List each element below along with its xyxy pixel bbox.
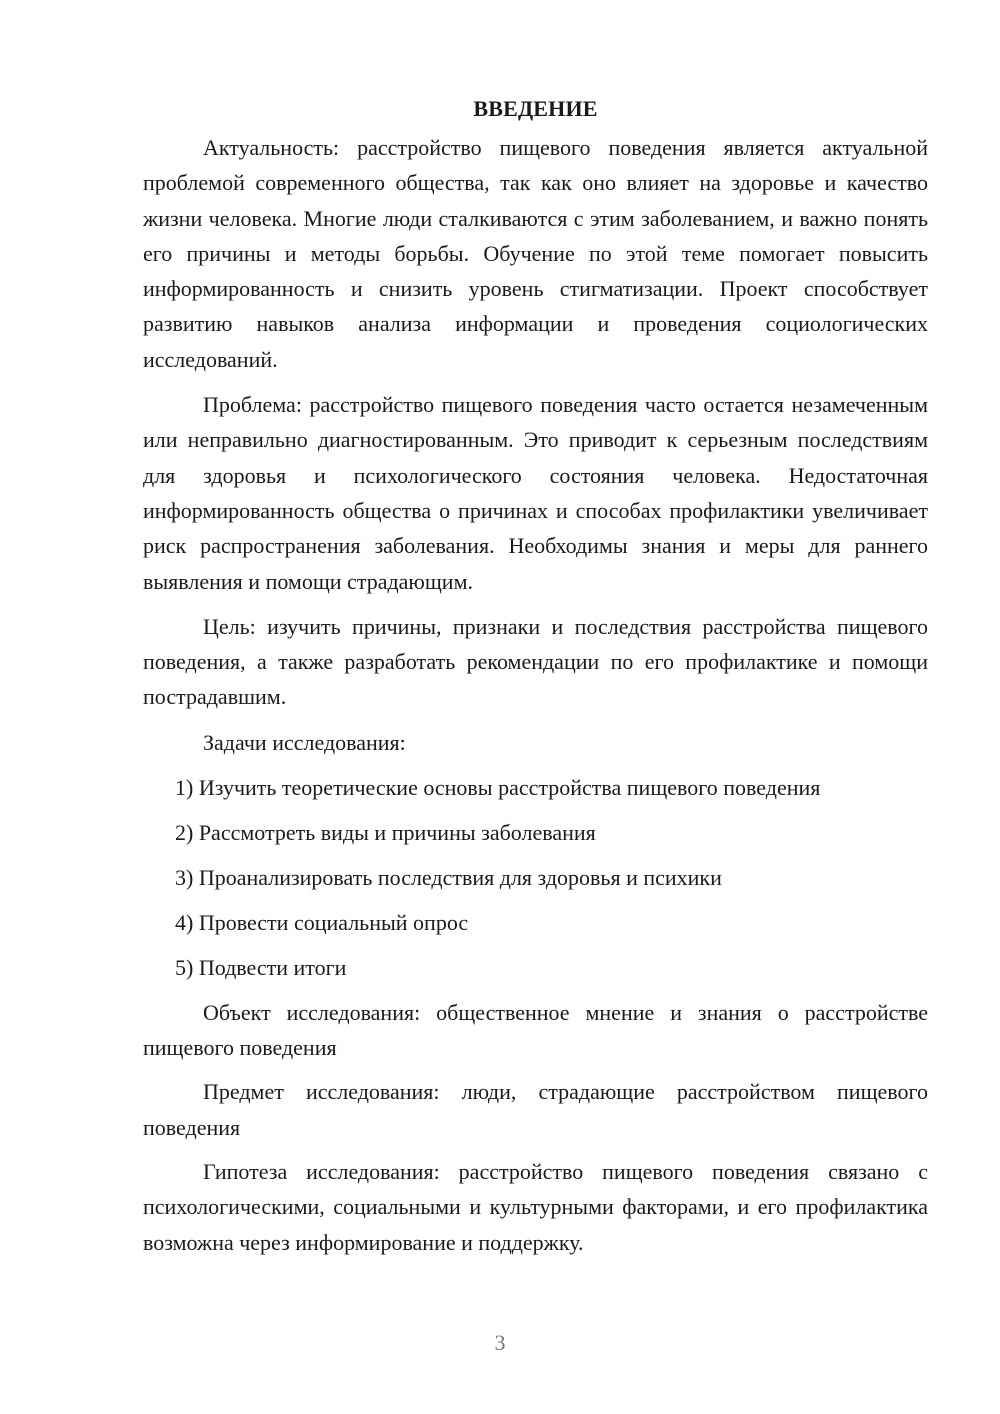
tasks-heading: Задачи исследования: [203, 729, 406, 755]
paragraph-subject: Предмет исследования: люди, страдающие расстройством пищевого поведения [143, 1079, 928, 1140]
page-title: ВВЕДЕНИЕ [473, 96, 598, 121]
paragraph-relevance: Актуальность: расстройство пищевого поведения является актуальной проблемой современного общества, так как оно влияет на здоровье и качество жизни человека. Многие люди сталкиваются с этим заболеванием, и важно понять его причины и методы борьбы. Обучение по этой теме помогает повысить информированность и снизить уровень стигматизации. Проект способствует развитию навыков анализа информации и проведения социологических исследований. [143, 135, 928, 372]
task-list [143, 770, 928, 985]
document-page [143, 90, 928, 1270]
paragraph-goal: Цель: изучить причины, признаки и последствия расстройства пищевого поведения, а также разработать рекомендации по его профилактике и помощи пострадавшим. [143, 613, 928, 710]
list-item: 4) Провести социальный опрос [175, 909, 469, 935]
paragraph-problem: Проблема: расстройство пищевого поведения часто остается незамеченным или неправильно диагностированным. Это приводит к серьезным последствиям для здоровья и психологического состояния человека. Недостаточная информированность общества о причинах и способах профилактики увеличивает риск распространения заболевания. Необходимы знания и меры для раннего выявления и помощи страдающим. [143, 392, 928, 594]
list-item: 5) Подвести итоги [175, 954, 347, 980]
page-number: 3 [494, 1330, 506, 1355]
list-item: 2) Рассмотреть виды и причины заболевания [175, 819, 596, 845]
paragraph-hypothesis: Гипотеза исследования: расстройство пищевого поведения связано с психологическими, социальными и культурными факторами, и его профилактика возможна через информирование и поддержку. [143, 1158, 928, 1255]
paragraph-object: Объект исследования: общественное мнение и знания о расстройстве пищевого поведения [143, 999, 928, 1061]
list-item: 1) Изучить теоретические основы расстройства пищевого поведения [175, 774, 821, 800]
list-item: 3) Проанализировать последствия для здоровья и психики [175, 864, 722, 890]
